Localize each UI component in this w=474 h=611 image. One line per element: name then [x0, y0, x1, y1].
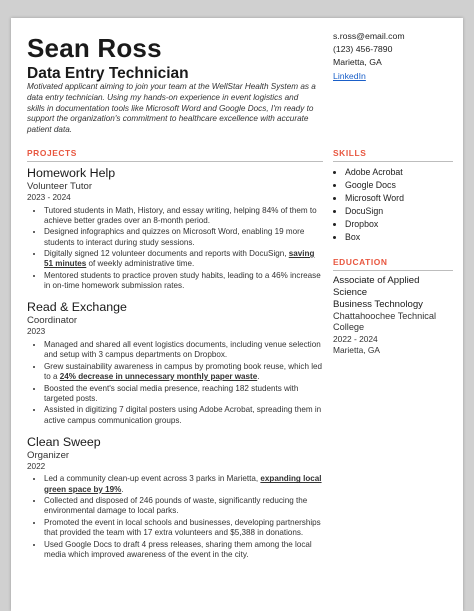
highlight-text: saving 51 minutes: [44, 249, 315, 269]
education-dates: 2022 - 2024: [333, 333, 378, 344]
project-role: Coordinator: [27, 315, 78, 327]
contact-location: Marietta, GA: [333, 57, 382, 68]
project-item: [27, 300, 323, 425]
resume-header: [27, 34, 317, 84]
skills-section: [333, 148, 453, 244]
highlight-text: expanding local green space by 19%: [44, 474, 322, 494]
skill-item: • Adobe Acrobat: [345, 166, 453, 179]
education-divider: [333, 270, 453, 271]
contact-block: [333, 30, 405, 83]
bullet-item: • Grew sustainability awareness in campus by promoting book reuse, which led to a 24% decrease in unnecessary monthly paper waste.: [44, 362, 323, 383]
project-dates: 2023 - 2024: [27, 193, 71, 202]
education-section: [333, 257, 453, 356]
bullet-item: • Promoted the event in local schools and businesses, developing partnerships that provided the team with 17 extra volunteers and $5,388 in donations.: [44, 518, 323, 539]
linkedin-link[interactable]: LinkedIn: [333, 70, 366, 81]
bullet-item: • Assisted in digitizing 7 digital posters using Adobe Acrobat, spreading them in active campus communication groups.: [44, 405, 323, 426]
project-role: Volunteer Tutor: [27, 181, 93, 192]
project-item: [27, 435, 323, 560]
project-bullets: [27, 340, 323, 426]
highlight-text: 24% decrease in unnecessary monthly paper waste: [59, 372, 258, 382]
projects-section: [27, 148, 323, 569]
project-dates: 2022: [27, 461, 46, 471]
project-name: Read & Exchange: [27, 300, 127, 315]
education-heading: EDUCATION: [333, 257, 388, 267]
education-location: Marietta, GA: [333, 344, 381, 355]
education-school: Chattahoochee Technical College: [333, 310, 437, 333]
job-title: Data Entry Technician: [27, 65, 189, 82]
resume-page: [11, 18, 463, 611]
sidebar: [333, 148, 453, 356]
candidate-name: Sean Ross: [27, 33, 162, 63]
education-field: Business Technology: [333, 298, 423, 310]
skills-divider: [333, 161, 453, 162]
project-bullets: [27, 474, 323, 560]
education-degree: Associate of Applied Science: [333, 275, 420, 298]
bullet-item: • Tutored students in Math, History, and essay writing, helping 84% of them to achieve better grades over an 8-month period.: [44, 206, 323, 227]
skills-list: [333, 166, 453, 244]
bullet-item: • Digitally signed 12 volunteer documents and reports with DocuSign, saving 51 minutes of weekly administrative time.: [44, 249, 323, 270]
project-name: Homework Help: [27, 166, 116, 180]
skill-item: • Google Docs: [345, 179, 453, 192]
contact-phone: (123) 456-7890: [333, 44, 393, 55]
contact-email[interactable]: s.ross@email.com: [333, 31, 405, 41]
project-bullets: [27, 206, 323, 292]
project-role: Organizer: [27, 449, 70, 461]
bullet-item: • Mentored students to practice proven study habits, leading to a 46% increase in on-time homework submission rates.: [44, 271, 323, 292]
project-item: [27, 166, 323, 291]
bullet-item: • Collected and disposed of 246 pounds of waste, significantly reducing the environmental damage to local parks.: [44, 496, 323, 517]
skill-item: • DocuSign: [345, 205, 453, 218]
bullet-item: • Led a community clean-up event across 3 parks in Marietta, expanding local green space by 19%.: [44, 474, 323, 495]
summary-text: Motivated applicant aiming to join your team at the WellStar Health System as a data entry technician. Using my hands-on experience in event logistics and skills in documentation tools like Microsoft Word and Google Docs, I'm ready to support the organization's commitment to healthcare excellence with accurate patient data.: [27, 82, 316, 135]
project-dates: 2023: [27, 327, 46, 337]
skills-heading: SKILLS: [333, 148, 367, 158]
project-name: Clean Sweep: [27, 434, 101, 449]
bullet-item: • Used Google Docs to draft 4 press releases, sharing them among the local media which improved awareness of the event in the city.: [44, 540, 323, 561]
bullet-item: • Managed and shared all event logistics documents, including venue selection and setup with 3 campus departments on Dropbox.: [44, 340, 323, 361]
skill-item: • Box: [345, 231, 453, 244]
projects-divider: [27, 161, 323, 162]
projects-heading: PROJECTS: [27, 148, 77, 158]
skill-item: • Microsoft Word: [345, 192, 453, 205]
bullet-item: • Boosted the event's social media presence, reaching 182 students with targeted posts.: [44, 384, 323, 405]
bullet-item: • Designed infographics and quizzes on Microsoft Word, enabling 19 more students to interact during study sessions.: [44, 227, 323, 248]
skill-item: • Dropbox: [345, 218, 453, 231]
